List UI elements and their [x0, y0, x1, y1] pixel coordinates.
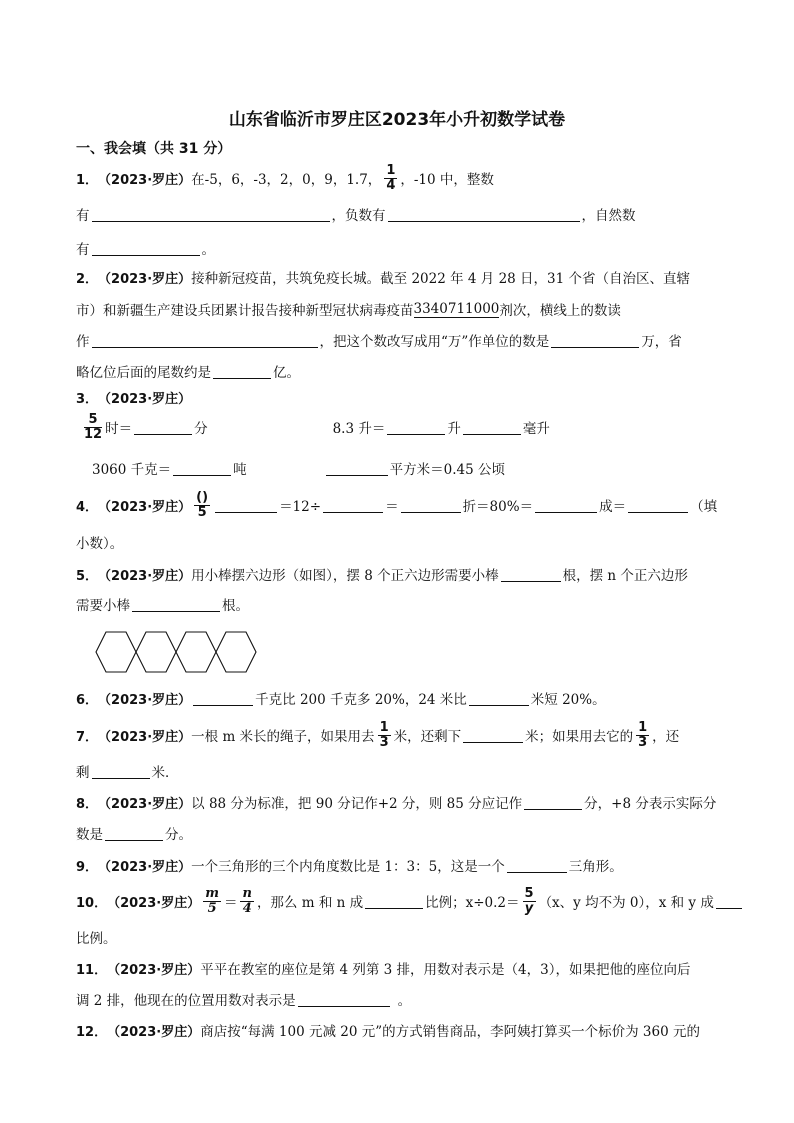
q6-line1: 6． （2023·罗庄） 千克比 200 千克多 20%，24 米比 米短 20%。	[76, 685, 606, 711]
answer-blank[interactable]	[551, 332, 639, 348]
answer-blank[interactable]	[92, 240, 200, 256]
answer-blank[interactable]	[524, 794, 582, 810]
answer-blank[interactable]	[92, 763, 150, 779]
question-source-tag: （2023·罗庄）	[98, 271, 192, 287]
page-title: 山东省临沂市罗庄区2023年小升初数学试卷	[228, 110, 566, 130]
question-number: 3．	[76, 391, 99, 407]
hexagon	[96, 632, 136, 672]
answer-blank[interactable]	[132, 596, 220, 612]
question-number: 8．	[76, 796, 99, 812]
question-number: 6．	[76, 692, 99, 708]
fraction: $\frac{1}{3}$	[638, 719, 648, 750]
q7-line1: 7． （2023·罗庄） 一根 m 米长的绳子，如果用去 $\frac{1}{3}$ 米，还剩下 米；如果用去它的 $\frac{1}{3}$ ，还	[76, 719, 680, 750]
question-source-tag: （2023·罗庄）	[98, 796, 192, 812]
fraction: $\frac{5}{12}$	[84, 411, 103, 442]
q4-line1: 4． （2023·罗庄） $\frac{()}{5}$ ＝12÷ ＝ 折＝80%＝ 成＝ （填	[76, 489, 718, 520]
answer-blank[interactable]	[298, 991, 390, 1007]
question-number: 4．	[76, 499, 99, 515]
answer-blank[interactable]	[469, 690, 529, 706]
answer-blank[interactable]	[213, 363, 271, 379]
answer-blank[interactable]	[173, 460, 231, 476]
question-number: 1．	[76, 172, 99, 188]
question-source-tag: （2023·罗庄）	[107, 895, 201, 911]
question-number: 2．	[76, 271, 99, 287]
answer-blank[interactable]	[92, 206, 330, 222]
hexagon	[216, 632, 256, 672]
answer-blank[interactable]	[323, 497, 383, 513]
q10-line1: 10． （2023·罗庄） $\frac{m}{5}$ ＝ $\frac{n}{4}$ ，那么 m 和 n 成 比例；x÷0.2＝ $\frac{5}{y}$ （x、y 均不为 0），x 和 y 成	[76, 888, 744, 914]
question-source-tag: （2023·罗庄）	[98, 568, 192, 584]
underlined-number: 3340711000	[413, 300, 500, 317]
q1-text: ，-10 中，整数	[400, 172, 494, 188]
question-number: 10．	[76, 895, 108, 911]
q4-line2: 小数）。	[76, 536, 124, 552]
answer-blank[interactable]	[716, 893, 742, 909]
section-heading: 一、我会填（共 31 分）	[76, 141, 232, 157]
answer-blank[interactable]	[463, 727, 523, 743]
question-number: 5．	[76, 568, 99, 584]
hexagon-figure	[94, 629, 260, 675]
question-number: 9．	[76, 859, 99, 875]
q5-line1: 5． （2023·罗庄） 用小棒摆六边形（如图），摆 8 个正六边形需要小棒 根，摆 n 个正六边形	[76, 561, 688, 587]
answer-blank[interactable]	[215, 497, 277, 513]
q2-line1: 2． （2023·罗庄） 接种新冠疫苗，共筑免疫长城。截至 2022 年 4 月 28 日，31 个省（自治区、直辖	[76, 264, 690, 290]
question-source-tag: （2023·罗庄）	[107, 962, 201, 978]
q12-line1: 12． （2023·罗庄） 商店按“每满 100 元减 20 元”的方式销售商品，李阿姨打算买一个标价为 360 元的	[76, 1017, 700, 1043]
fraction: $\frac{1}{3}$	[379, 719, 389, 750]
question-number: 11．	[76, 962, 108, 978]
q2-line3: 作 ，把这个数改写成用“万”作单位的数是 万，省	[76, 334, 682, 350]
question-source-tag: （2023·罗庄）	[107, 1024, 201, 1040]
q11-line1: 11． （2023·罗庄） 平平在教室的座位是第 4 列第 3 排，用数对表示是（4，3），如果把他的座位向后	[76, 955, 691, 981]
q10-line2: 比例。	[76, 931, 117, 947]
q3-line3: 3060 千克＝ 吨 平方米＝0.45 公顷	[92, 462, 506, 478]
q1-line2: 有 ，负数有 ，自然数	[76, 208, 636, 224]
q3-line2: $\frac{5}{12}$ 时＝ 分 8.3 升＝ 升 毫升	[84, 411, 550, 442]
q1-text: 在-5，6，-3，2，0，9，1.7，	[191, 172, 382, 188]
q2-line4: 略亿位后面的尾数约是 亿。	[76, 365, 300, 381]
q1-line1	[76, 162, 494, 193]
q5-line2: 需要小棒 根。	[76, 598, 249, 614]
question-source-tag: （2023·罗庄）	[98, 692, 192, 708]
q9-line1: 9． （2023·罗庄） 一个三角形的三个内角度数比是 1：3：5，这是一个 三角形。	[76, 852, 623, 878]
q1-line3: 有 。	[76, 242, 215, 258]
question-source-tag: （2023·罗庄）	[98, 172, 192, 188]
answer-blank[interactable]	[92, 332, 318, 348]
answer-blank[interactable]	[365, 893, 423, 909]
hexagon	[176, 632, 216, 672]
question-source-tag: （2023·罗庄）	[98, 729, 192, 745]
answer-blank[interactable]	[387, 419, 445, 435]
q8-line2: 数是 分。	[76, 827, 192, 843]
question-source-tag: （2023·罗庄）	[98, 859, 192, 875]
question-source-tag: （2023·罗庄）	[98, 499, 192, 515]
q7-line2: 剩 米．	[76, 765, 179, 781]
question-number: 12．	[76, 1024, 108, 1040]
q2-line2: 市）和新疆生产建设兵团累计报告接种新型冠状病毒疫苗 3340711000 剂次，横线上的数读	[76, 300, 621, 319]
answer-blank[interactable]	[501, 566, 561, 582]
answer-blank[interactable]	[507, 857, 567, 873]
answer-blank[interactable]	[401, 497, 461, 513]
fraction: $\frac{n}{4}$	[242, 885, 252, 916]
fraction: $\frac{5}{y}$	[524, 885, 534, 916]
fraction: $\frac{1}{4}$	[386, 162, 396, 193]
answer-blank[interactable]	[105, 825, 163, 841]
answer-blank[interactable]	[535, 497, 597, 513]
fraction: $\frac{()}{5}$	[196, 489, 209, 520]
q8-line1: 8． （2023·罗庄） 以 88 分为标准，把 90 分记作+2 分，则 85 分应记作 分，+8 分表示实际分	[76, 789, 716, 815]
answer-blank[interactable]	[628, 497, 688, 513]
question-source-tag: （2023·罗庄）	[98, 391, 192, 407]
answer-blank[interactable]	[134, 419, 192, 435]
answer-blank[interactable]	[388, 206, 580, 222]
q3-line1	[76, 384, 191, 410]
answer-blank[interactable]	[463, 419, 521, 435]
hexagon	[136, 632, 176, 672]
answer-blank[interactable]	[326, 460, 388, 476]
question-number: 7．	[76, 729, 99, 745]
q11-line2: 调 2 排，他现在的位置用数对表示是 。	[76, 993, 412, 1009]
fraction: $\frac{m}{5}$	[205, 885, 219, 916]
answer-blank[interactable]	[193, 690, 253, 706]
